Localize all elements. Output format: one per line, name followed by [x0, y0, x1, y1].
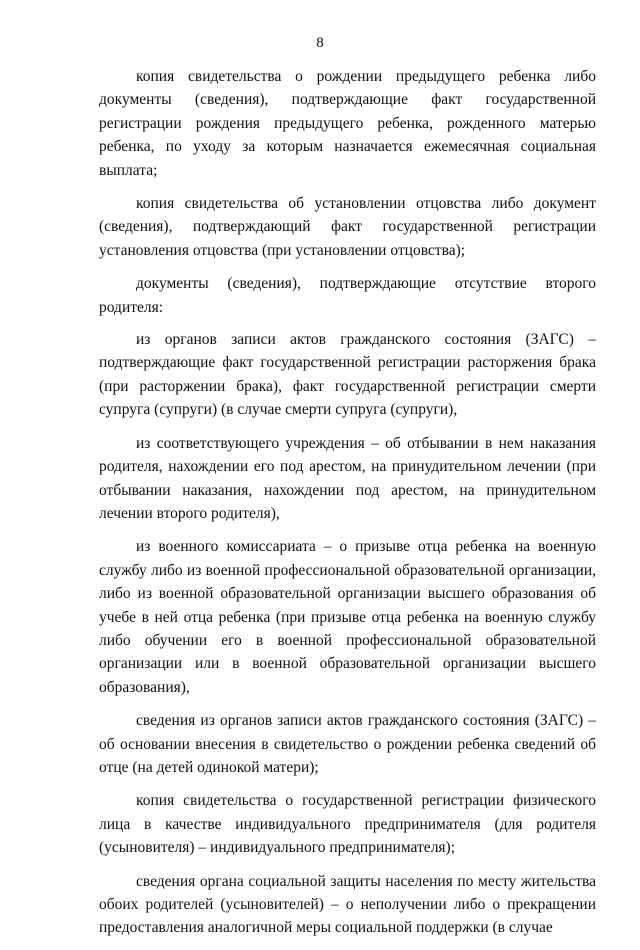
paragraph-zags-records: из органов записи актов гражданского состояния (ЗАГС) – подтверждающие факт государственной регистрации расторжения брака (при расторжении брака), факт государственной регистрации смерти супруга (супруги) (в случае смерти супруга (супруги), [99, 331, 596, 419]
paragraph-single-mother: сведения из органов записи актов гражданского состояния (ЗАГС) – об основании внесения в свидетельство о рождении ребенка сведений об отце (на детей одинокой матери); [99, 712, 596, 776]
paragraph-military-commissariat: из военного комиссариата – о призыве отца ребенка на военную службу либо из военной профессиональной образовательной организации, либо из военной образовательной организации высшего образования об учебе в ней отца ребенка (при призыве отца ребенка на военную службу либо обучении его в военной профессиональной образовательной организации или в военной образовательной организации высшего образования), [99, 538, 596, 696]
page-number: 8 [316, 35, 324, 51]
paragraph-paternity-certificate: копия свидетельства об установлении отцовства либо документ (сведения), подтверждающий факт государственной регистрации установления отцовства (при установлении отцовства); [99, 195, 596, 259]
document-body [99, 65, 596, 950]
paragraph-individual-entrepreneur: копия свидетельства о государственной регистрации физического лица в качестве индивидуального предпринимателя (для родителя (усыновителя) – индивидуального предпринимателя); [99, 792, 596, 857]
paragraph-social-protection: сведения органа социальной защиты населения по месту жительства обоих родителей (усыновителей) – о неполучении либо о прекращении предоставления аналогичной меры социальной поддержки (в случае [99, 872, 596, 937]
paragraph-correctional-institution: из соответствующего учреждения – об отбывании в нем наказания родителя, нахождении его под арестом, на принудительном лечении (при отбывании наказания, нахождении под арестом, на принудительном лечении второго родителя), [99, 434, 596, 522]
paragraph-second-parent-absence: документы (сведения), подтверждающие отсутствие второго родителя: [99, 275, 596, 316]
paragraph-birth-certificate-previous-child: копия свидетельства о рождении предыдущего ребенка либо документы (сведения), подтверждающие факт государственной регистрации рождения предыдущего ребенка, рожденного матерью ребенка, по уходу за которым назначается ежемесячная социальная выплата; [99, 68, 596, 179]
